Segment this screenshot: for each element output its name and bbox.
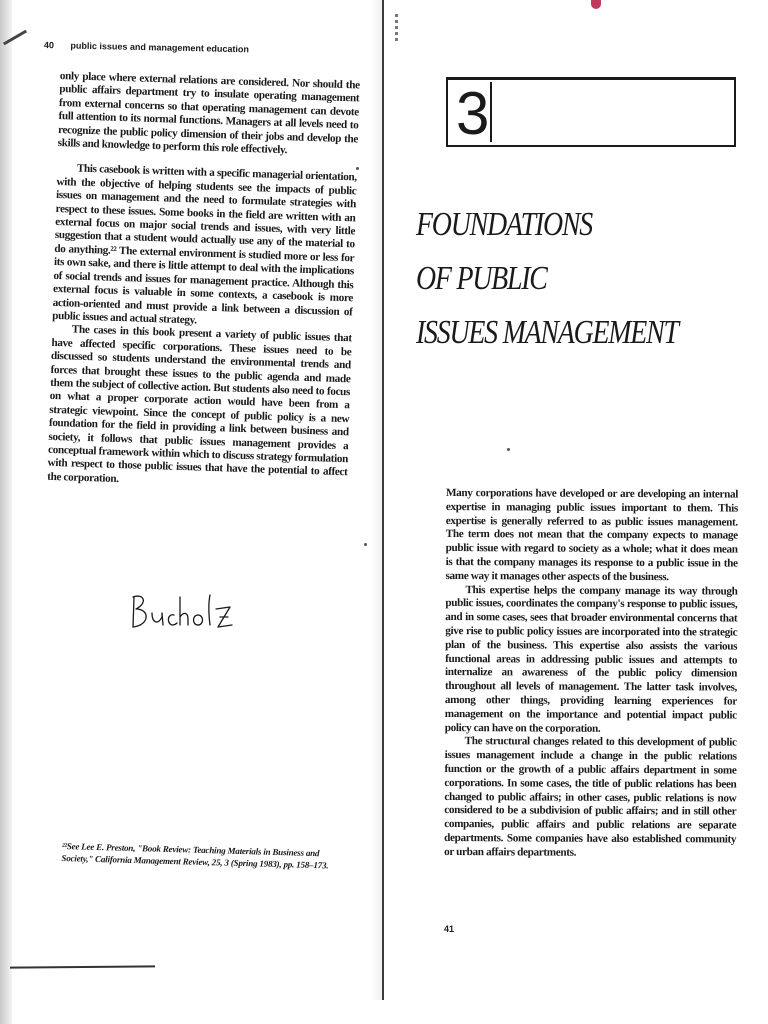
running-head xyxy=(44,40,364,57)
left-paragraph-3: The cases in this book present a variety of public issues that have affected specific corporations. These issues need to be discussed so students understand the environmental trends and forces that brought these issues to the public agenda and made them the subject of collective action. But students also need to focus on what a proper corporate action would have been from a strategic viewpoint. Since the concept of public policy is a new foundation for the field in providing a link between business and society, it follows that public issues management provides a conceptual framework within which to discuss strategy formulation with respect to those public issues that have the potential to affect the corporation. xyxy=(47,323,352,485)
chapter-title xyxy=(416,198,687,360)
left-paragraph-2: This casebook is written with a specific managerial orientation, with the objective of helping students see the impacts of public issues on management and the need to formulate strategies with respect to these issues. Some books in the field are written with an external focus on major social trends and issues, with very little suggestion that a student would actually use any of the material to do anything.²² The external environment is studied more or less for its own sake, and there is little attempt to deal with the implications of social trends and issues for management practice. Although this external focus is valuable in some contexts, a casebook is more action-oriented and must provide a link between a discussion of public issues and actual strategy. xyxy=(52,163,357,327)
speck xyxy=(364,543,367,546)
margin-mark xyxy=(395,14,398,44)
right-paragraph-2: This expertise helps the company manage its way through public issues, coordinates the company's response to public issues, and in some cases, sees that broader environmental concerns that give rise to public policy issues are incorporated into the strategic plan of the business. This expertise also assists the various functional areas in addressing public issues and attempts to internalize an awareness of the public policy dimension throughout all levels of management. The latter task involves, among other things, providing learning experiences for management on the importance and potential impact public policy can have on the corporation. xyxy=(444,583,738,735)
book-gutter xyxy=(382,0,384,1000)
footnote: ²²See Lee E. Preston, "Book Review: Teaching Materials in Business and Society," California Management Review, 25, 3 (Spring 1983), pp. 158–173. xyxy=(61,840,329,871)
chapter-number: 3 xyxy=(456,80,490,147)
speck xyxy=(507,448,510,451)
handwritten-signature xyxy=(128,583,238,643)
gutter-shadow xyxy=(370,0,382,1000)
chapter-box-divider xyxy=(490,82,492,142)
right-paragraph-1: Many corporations have developed or are developing an internal expertise in managing public issues important to them. This expertise is generally referred to as public issues management. The term does not mean that the company expects to manage public issue with regard to society as a whole; what it does mean is that the company manages its response to a public issue in the same way it manages other aspects of the business. xyxy=(445,487,738,583)
left-page-number: 40 xyxy=(43,40,55,51)
chapter-title-line: OF PUBLIC xyxy=(416,260,547,297)
color-mark xyxy=(591,0,601,9)
page-edge-shadow xyxy=(0,0,12,1024)
right-paragraph-3: The structural changes related to this development of public issues management include a change in the public relations function or the growth of a public affairs department in some corporations. In some cases, the title of public relations has been changed to public affairs; in other cases, public relations is now considered to be a subdivision of public affairs; and in still other companies, public affairs and public relations are separate departments. Some companies have also established community or urban affairs departments. xyxy=(444,735,737,859)
chapter-number-box xyxy=(446,77,736,147)
pen-line xyxy=(10,965,155,968)
right-page-body xyxy=(444,487,738,861)
left-paragraph-1: only place where external relations are considered. Nor should the public affairs department try to insulate operating management from external concerns so that operating management can devote full attention to its normal functions. Managers at all levels need to recognize the public policy dimension of their jobs and develop the skills and knowledge to perform this role effectively. xyxy=(57,70,360,157)
running-head-title: public issues and management education xyxy=(70,40,250,55)
left-page-body xyxy=(47,70,360,493)
chapter-title-line: FOUNDATIONS xyxy=(416,206,592,243)
chapter-title-line: ISSUES MANAGEMENT xyxy=(416,314,678,351)
right-page-number: 41 xyxy=(444,924,455,934)
